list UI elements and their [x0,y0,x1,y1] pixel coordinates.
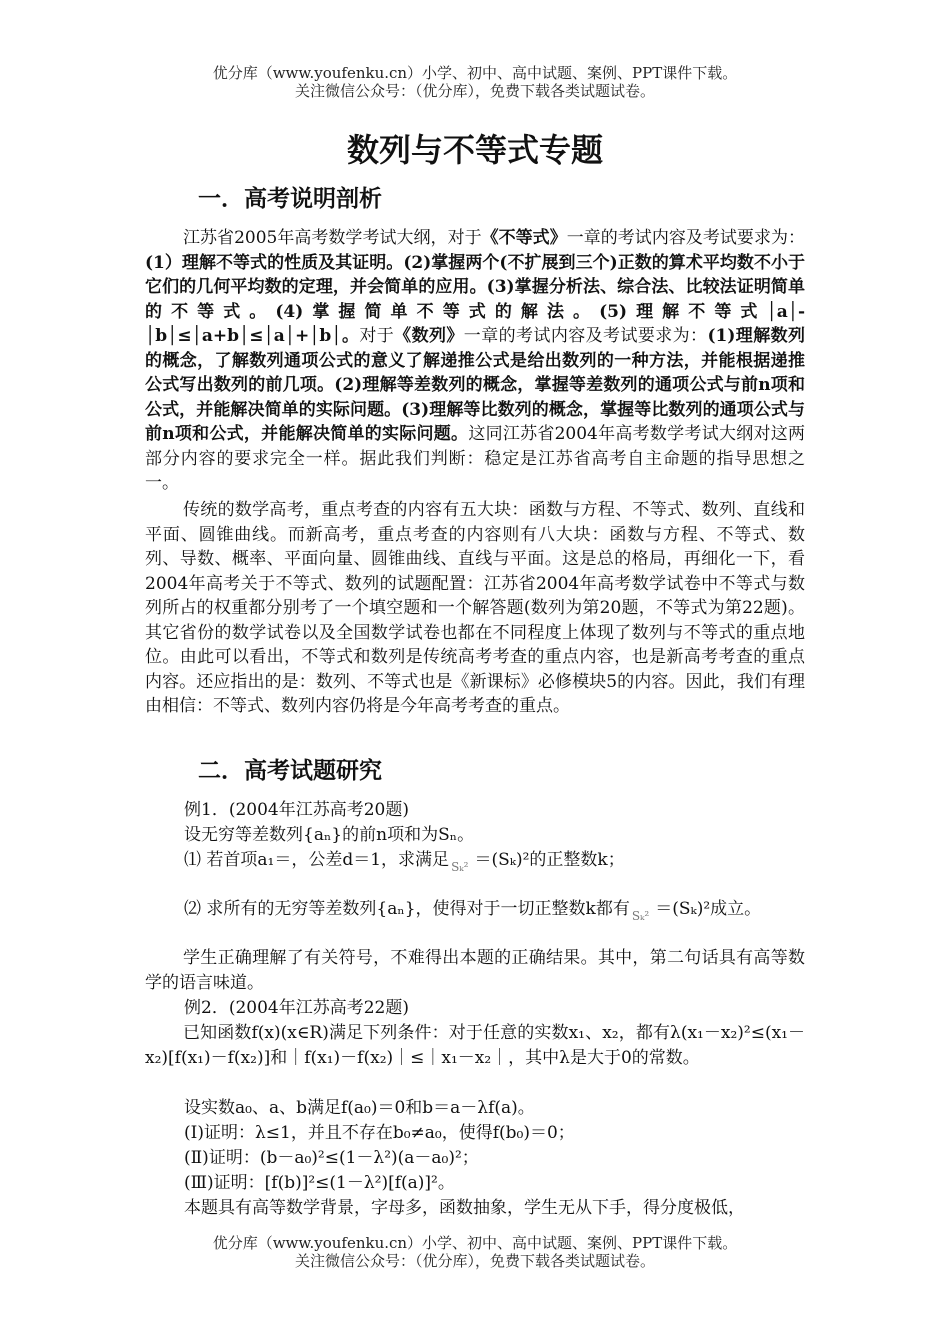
q2-formula-image: Sₖ² [631,909,650,923]
section-heading-2: 二．高考试题研究 [198,758,382,784]
para1-e: 对于 [359,326,395,346]
header-line-1: 优分库（www.youfenku.cn）小学、初中、高中试题、案例、PPT课件下载。 [212,64,738,82]
q2-text-a: ⑵ 求所有的无穷等差数列{aₙ}，使得对于一切正整数k都有 [184,899,630,919]
q2-text-b: ＝(Sₖ)²成立。 [655,899,762,919]
example-1-statement: 设无穷等差数列{aₙ}的前n项和为Sₙ。 [184,825,475,845]
example-1-comment: 学生正确理解了有关符号，不难得出本题的正确结果。其中，第二句话具有高等数学的语言味道。 [145,948,805,993]
para1-d: (1）理解不等式的性质及其证明。(2)掌握两个(不扩展到三个)正数的算术平均数不小于它们的几何平均数的定理，并会简单的应用。(3)掌握分析法、综合法、比较法证明简单的不等式。(4)掌握简单不等式的解法。(5)理解不等式│a│-│b│≤│a+b│≤│a│+│b│。 [145,252,805,346]
para1-g: 一章的考试内容及考试要求为： [463,326,708,346]
para1-i: 这同江苏省2004年高考数学考试大纲对这两部分内容的要求完全一样。据此我们判断：稳定是江苏省高考自主命题的指导思想之一。 [145,424,806,493]
q1-formula-image: Sₖ² [451,860,469,874]
paragraph-analysis: 传统的数学高考，重点考查的内容有五大块：函数与方程、不等式、数列、直线和平面、圆锥曲线。而新高考，重点考查的内容则有八大块：函数与方程、不等式、数列、导数、概率、平面向量、圆锥曲线、直线与平面。这是总的格局，再细化一下，看2004年高考关于不等式、数列的试题配置：江苏省2004年高考数学试卷中不等式与数列所占的权重都分别考了一个填空题和一个解答题(数列为第20题，不等式为第22题)。其它省份的数学试卷以及全国数学试卷也都在不同程度上体现了数列与不等式的重点地位。由此可以看出，不等式和数列是传统高考考查的重点内容，也是新高考考查的重点内容。还应指出的是：数列、不等式也是《新课标》必修模块5的内容。因此，我们有理由相信：不等式、数列内容仍将是今年高考考查的重点。 [145,500,805,716]
page-header [0,64,950,100]
para1-h: (1)理解数列的概念，了解数列通项公式的意义了解递推公式是给出数列的一种方法，并能根据递推公式写出数列的前几项。(2)理解等差数列的概念，掌握等差数列的通项公式与前n项和公式，并能解决简单的实际问题。(3)理解等比数列的概念，掌握等比数列的通项公式与前n项和公式，并能解决简单的实际问题。 [145,326,806,444]
para1-c: 一章的考试内容及考试要求为： [566,228,805,248]
example-2-comment: 本题具有高等数学背景，字母多，函数抽象，学生无从下手，得分度极低， [184,1198,745,1218]
example-2-part-3: (Ⅲ)证明：[f(b)]²≤(1－λ²)[f(a)]²。 [184,1173,455,1193]
footer-line-1: 优分库（www.youfenku.cn）小学、初中、高中试题、案例、PPT课件下载。 [212,1234,738,1252]
example-1-label: 例1．(2004年江苏高考20题) [184,800,409,820]
header-line-2: 关注微信公众号：（优分库），免费下载各类试题试卷。 [294,82,655,100]
para1-b: 《不等式》 [481,228,567,248]
example-2-statement: 已知函数f(x)(x∈R)满足下列条件：对于任意的实数x₁、x₂，都有λ(x₁－x₂)²≤(x₁－x₂)[f(x₁)－f(x₂)]和｜f(x₁)－f(x₂)｜≤｜x₁－x₂｜，其中λ是大于0的常数。 [145,1023,805,1068]
page-footer [0,1234,950,1270]
example-2-part-2: (Ⅱ)证明：(b－a₀)²≤(1－λ²)(a－a₀)²； [184,1148,479,1168]
section-heading-1: 一．高考说明剖析 [198,186,382,212]
example-2-setup: 设实数a₀、a、b满足f(a₀)＝0和b＝a－λf(a)。 [184,1098,535,1118]
para1-a: 江苏省2005年高考数学考试大纲，对于 [183,228,482,248]
q1-text-a: ⑴ 若首项a₁＝，公差d＝1，求满足 [184,850,450,870]
example-2-part-1: (Ⅰ)证明：λ≤1，并且不存在b₀≠a₀，使得f(b₀)＝0； [184,1123,575,1143]
q1-text-b: ＝(Sₖ)²的正整数k； [474,850,625,870]
example-1-question-1 [184,848,824,874]
paragraph-syllabus [145,226,805,496]
example-1-question-2 [184,897,824,923]
document-title: 数列与不等式专题 [346,131,603,169]
example-2-label: 例2．(2004年江苏高考22题) [184,998,409,1018]
footer-line-2: 关注微信公众号：（优分库），免费下载各类试题试卷。 [294,1252,655,1270]
para1-f: 《数列》 [394,326,464,346]
